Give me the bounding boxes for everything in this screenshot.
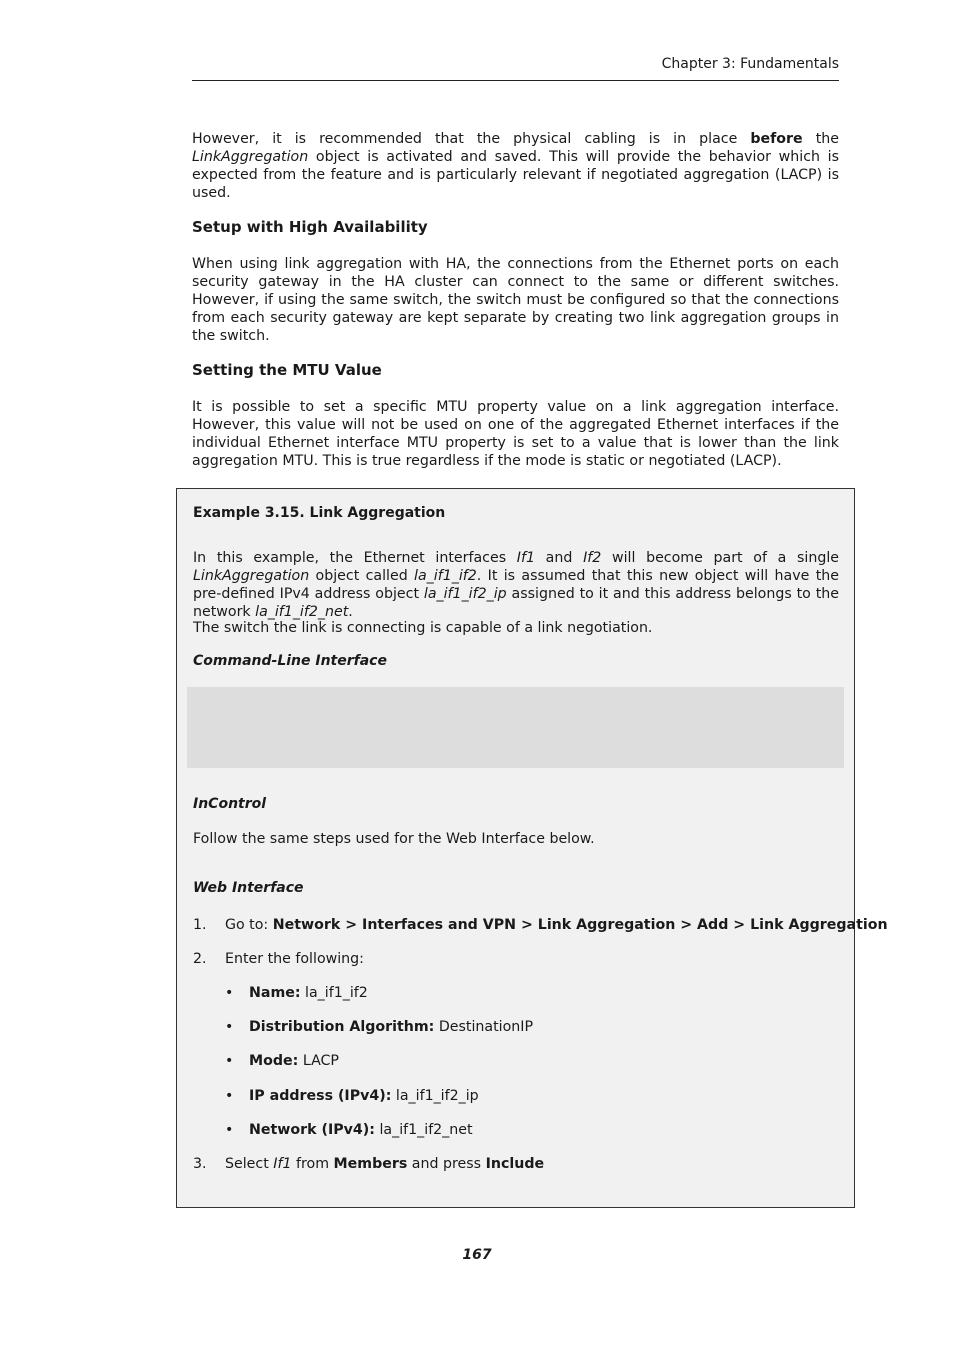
field-value: la_if1_if2_net xyxy=(374,1122,473,1138)
mtu-heading: Setting the MTU Value xyxy=(192,361,382,379)
ha-paragraph: When using link aggregation with HA, the connections from the Ethernet ports on each security gateway in the HA cluster can connect to the same or different switches. However, if using the same switch, the switch must be configured so that the connections from each security gateway are kept separate by creating two link aggregation groups in the switch. xyxy=(192,256,839,344)
field-value: la_if1_if2 xyxy=(300,985,368,1001)
navigation-path: Network > Interfaces and VPN > Link Aggregation > Add > Link Aggregation xyxy=(272,917,888,933)
list-item xyxy=(225,1053,825,1073)
field-label: Mode: xyxy=(249,1053,299,1069)
bullet-icon: • xyxy=(225,1088,234,1104)
field-value: DestinationIP xyxy=(434,1019,534,1035)
ha-heading: Setup with High Availability xyxy=(192,218,428,236)
field-label: Network (IPv4): xyxy=(249,1122,375,1138)
field-label: IP address (IPv4): xyxy=(249,1088,392,1104)
step-number: 3. xyxy=(193,1156,207,1172)
page-number: 167 xyxy=(462,1247,492,1263)
list-item xyxy=(225,985,825,1005)
step-number: 1. xyxy=(193,917,207,933)
field-label: Distribution Algorithm: xyxy=(249,1019,435,1035)
step-text: Go to: Network > Interfaces and VPN > Link Aggregation > Add > Link Aggregation xyxy=(225,917,888,933)
list-item xyxy=(225,1088,825,1108)
step-number: 2. xyxy=(193,951,207,967)
field-value: LACP xyxy=(298,1053,339,1069)
example-paragraph: In this example, the Ethernet interfaces If1 and If2 will become part of a single LinkAggregation object called la_if1_if2. It is assumed that this new object will have the pre-defined IPv4 address object la_if1_if2_ip assigned to it and this address belongs to the network la_if1_if2_net. xyxy=(193,550,840,620)
bullet-icon: • xyxy=(225,1122,234,1138)
cli-heading: Command-Line Interface xyxy=(193,653,387,669)
list-item xyxy=(225,1019,825,1039)
bullet-icon: • xyxy=(225,985,234,1001)
cli-code-block xyxy=(187,687,844,768)
example-box xyxy=(176,488,888,1208)
incontrol-text: Follow the same steps used for the Web Interface below. xyxy=(193,831,595,847)
step-text: Enter the following: xyxy=(225,951,364,967)
list-item xyxy=(225,1122,825,1142)
bullet-icon: • xyxy=(225,1053,234,1069)
step-text: Select If1 from Members and press Include xyxy=(225,1156,545,1172)
field-value: la_if1_if2_ip xyxy=(391,1088,479,1104)
step-3 xyxy=(193,1156,833,1176)
web-interface-heading: Web Interface xyxy=(193,880,304,896)
example-title: Example 3.15. Link Aggregation xyxy=(193,505,446,521)
intro-paragraph: However, it is recommended that the physical cabling is in place before the LinkAggregation object is activated and saved. This will provide the behavior which is expected from the feature and is particularly relevant if negotiated aggregation (LACP) is used. xyxy=(192,131,839,201)
page-header xyxy=(192,54,839,81)
step-1 xyxy=(193,917,888,937)
chapter-title: Chapter 3: Fundamentals xyxy=(661,56,839,72)
incontrol-heading: InControl xyxy=(193,796,267,812)
mtu-paragraph: It is possible to set a specific MTU property value on a link aggregation interface. However, this value will not be used on one of the aggregated Ethernet interfaces if the individual Ethernet interface MTU property is set to a value that is lower than the link aggregation MTU. This is true regardless if the mode is static or negotiated (LACP). xyxy=(192,399,839,469)
step-2 xyxy=(193,951,833,971)
switch-note: The switch the link is connecting is capable of a link negotiation. xyxy=(193,620,653,636)
bullet-icon: • xyxy=(225,1019,234,1035)
field-label: Name: xyxy=(249,985,301,1001)
